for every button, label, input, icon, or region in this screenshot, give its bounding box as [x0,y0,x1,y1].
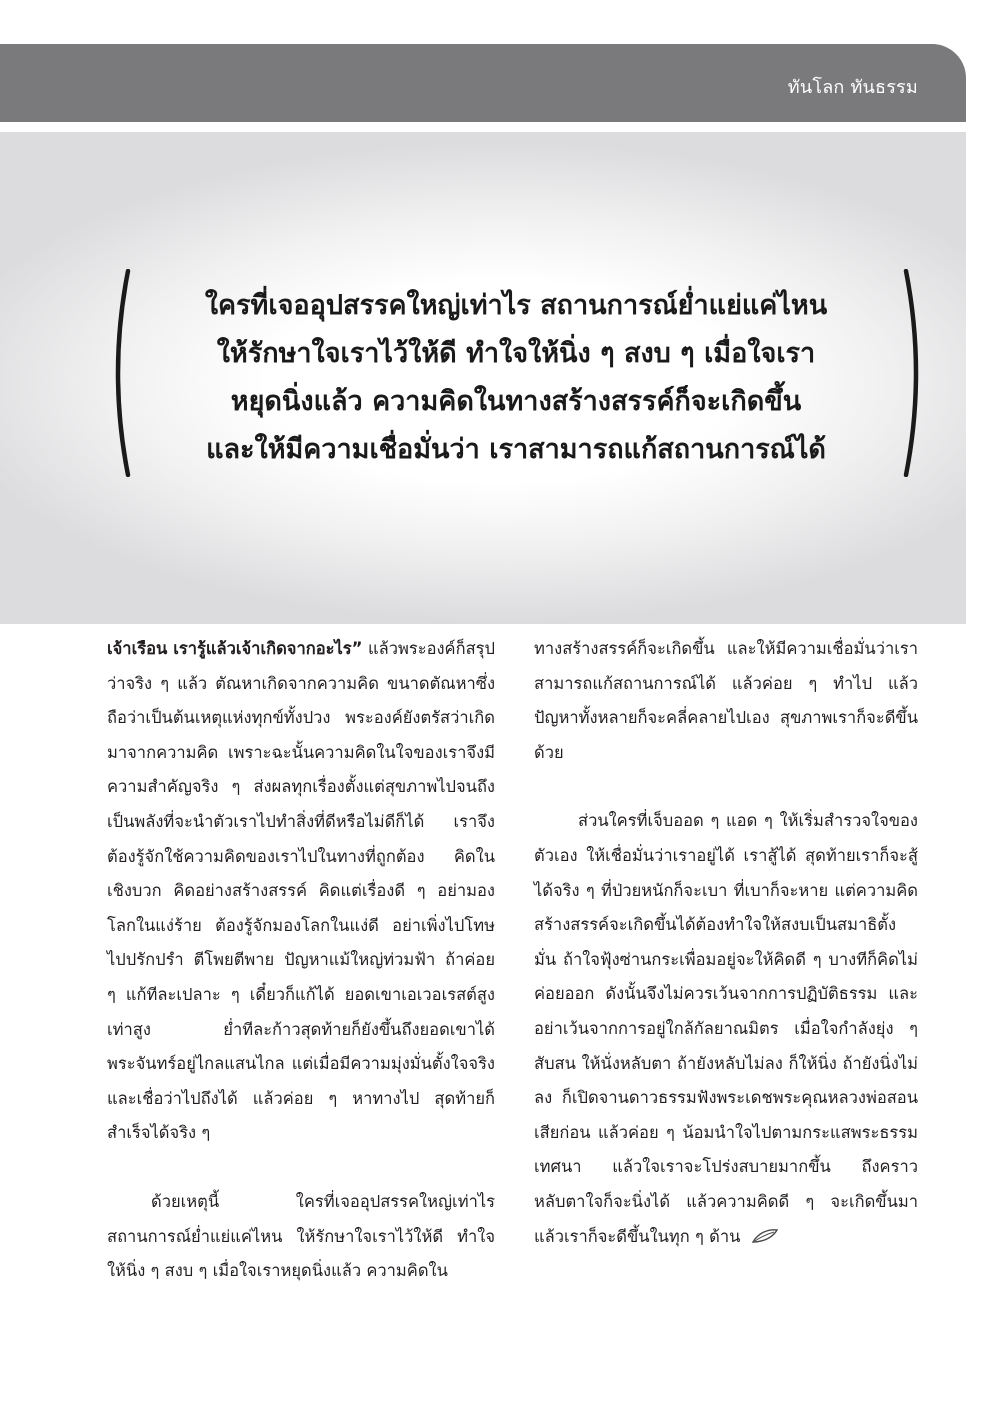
pull-quote-line: หยุดนิ่งแล้ว ความคิดในทางสร้างสรรค์ก็จะเกิดขึ้น [230,386,802,417]
paragraph-text: ส่วนใครที่เจ็บออด ๆ แอด ๆ ให้เริ่มสำรวจใจของตัวเอง ให้เชื่อมั่นว่าเราอยู่ได้ เราสู้ได้ สุดท้ายเราก็จะสู้ได้จริง ๆ ที่ป่วยหนักก็จะเบา ที่เบาก็จะหาย แต่ความคิดสร้างสรรค์จะเกิดขึ้นได้ต้องทำใจให้สงบเป็นสมาธิตั้งมั่น ถ้าใจฟุ้งซ่านกระเพื่อมอยู่จะให้คิดดี ๆ บางทีก็คิดไม่ค่อยออก ดังนั้นจึงไม่ควรเว้นจากการปฏิบัติธรรม และอย่าเว้นจากการอยู่ใกล้กัลยาณมิตร เมื่อใจกำลังยุ่ง ๆ สับสน ให้นั่งหลับตา ถ้ายังหลับไม่ลง ก็ให้นิ่ง ถ้ายังนิ่งไม่ลง ก็เปิดจานดาวธรรมฟังพระเดชพระคุณหลวงพ่อสอนเสียก่อน แล้วค่อย ๆ น้อมนำใจไปตามกระแสพระธรรมเทศนา แล้วใจเราจะโปร่งสบายมากขึ้น ถึงคราวหลับตาใจก็จะนิ่งได้ แล้วความคิดดี ๆ จะเกิดขึ้นมา แล้วเราก็จะดีขึ้นในทุก ๆ ด้าน [534,811,918,1246]
pull-quote [148,282,884,474]
right-parenthesis-icon [902,269,928,477]
pull-quote-line: ให้รักษาใจเราไว้ให้ดี ทำใจให้นิ่ง ๆ สงบ ๆ เมื่อใจเรา [216,338,816,369]
section-title: ทันโลก ทันธรรม [787,77,918,98]
leaf-end-mark-icon [751,1228,779,1244]
paragraph: ทางสร้างสรรค์ก็จะเกิดขึ้น และให้มีความเชื่อมั่นว่าเราสามารถแก้สถานการณ์ได้ แล้วค่อย ๆ ทำไป แล้วปัญหาทั้งหลายก็จะคลี่คลายไปเอง สุขภาพเราก็จะดีขึ้นด้วย [534,639,918,762]
paragraph [107,632,495,1151]
pull-quote-line: ใครที่เจออุปสรรคใหญ่เท่าไร สถานการณ์ย่ำแย่แค่ไหน [204,290,828,321]
paragraph: ด้วยเหตุนี้ ใครที่เจออุปสรรคใหญ่เท่าไร สถานการณ์ย่ำแย่แค่ไหน ให้รักษาใจเราไว้ให้ดี ทำใจให้นิ่ง ๆ สงบ ๆ เมื่อใจเราหยุดนิ่งแล้ว ความคิดใน [107,1191,495,1281]
left-column [107,632,495,1289]
paragraph-text: แล้วพระองค์ก็สรุปว่าจริง ๆ แล้ว ตัณหาเกิดจากความคิด ขนาดตัณหาซึ่งถือว่าเป็นต้นเหตุแห่งทุกข์ทั้งปวง พระองค์ยังตรัสว่าเกิดมาจากความคิด เพราะฉะนั้นความคิดในใจของเราจึงมีความสำคัญจริง ๆ ส่งผลทุกเรื่องตั้งแต่สุขภาพไปจนถึงเป็นพลังที่จะนำตัวเราไปทำสิ่งที่ดีหรือไม่ดีก็ได้ เราจึงต้องรู้จักใช้ความคิดของเราไปในทางที่ถูกต้อง คิดในเชิงบวก คิดอย่างสร้างสรรค์ คิดแต่เรื่องดี ๆ อย่ามองโลกในแง่ร้าย ต้องรู้จักมองโลกในแง่ดี อย่าเพิ่งไปโทษ ไปปรักปรำ ตีโพยตีพาย ปัญหาแม้ใหญ่ท่วมฟ้า ถ้าค่อย ๆ แก้ทีละเปลาะ ๆ เดี๋ยวก็แก้ได้ ยอดเขาเอเวอเรสต์สูงเท่าสูง ย่ำทีละก้าวสุดท้ายก็ยังขึ้นถึงยอดเขาได้ พระจันทร์อยู่ไกลแสนไกล แต่เมื่อมีความมุ่งมั่นตั้งใจจริงและเชื่อว่าไปถึงได้ แล้วค่อย ๆ หาทางไป สุดท้ายก็สำเร็จได้จริง ๆ [107,639,495,1143]
left-parenthesis-icon [106,269,132,477]
article-body [0,624,966,1366]
lead-in-text: เจ้าเรือน เรารู้แล้วเจ้าเกิดจากอะไร” [107,639,363,658]
paragraph [534,804,918,1254]
pull-quote-line: และให้มีความเชื่อมั่นว่า เราสามารถแก้สถานการณ์ได้ [206,434,826,465]
header-bar [0,44,966,122]
pull-quote-panel [0,132,966,624]
right-column [534,632,918,1254]
